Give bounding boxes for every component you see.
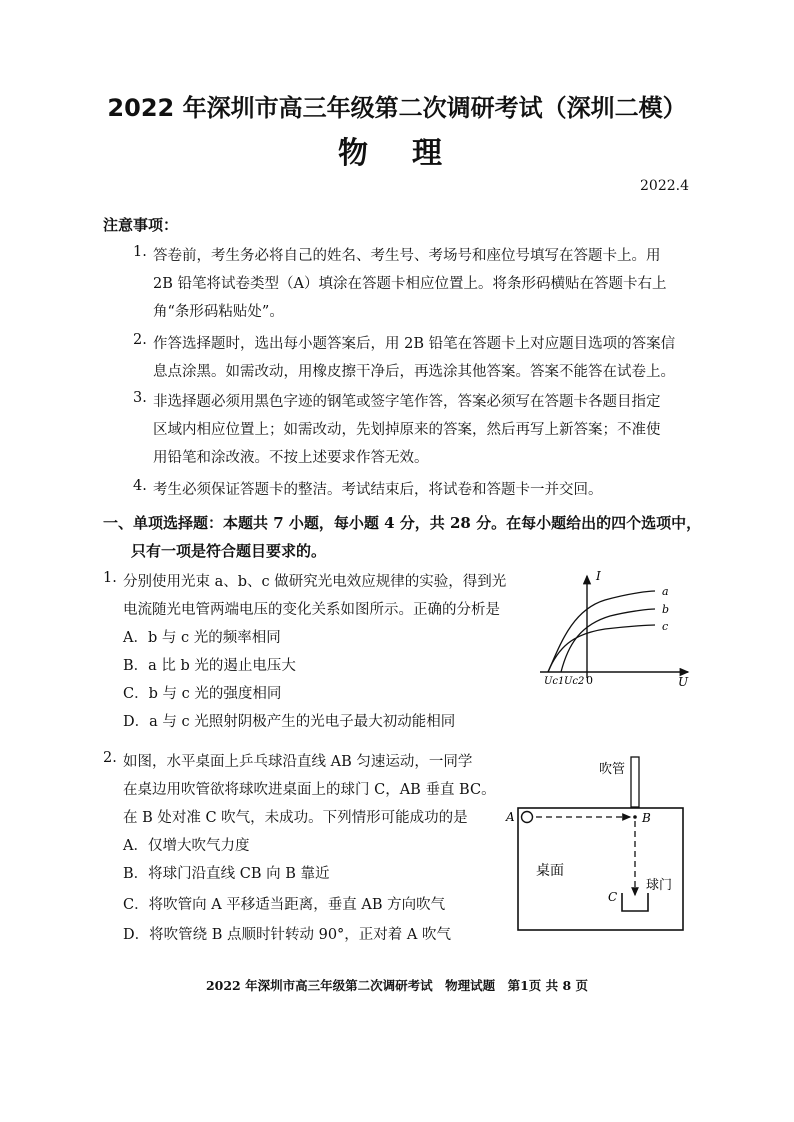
notice-item-line: 答卷前，考生务必将自己的姓名、考生号、考场号和座位号填写在答题卡上。用 (153, 248, 661, 264)
notice-heading: 注意事项： (103, 216, 179, 234)
question-stem: 在 B 处对准 C 吹气，未成功。下列情形可能成功的是 (123, 810, 468, 826)
subject-title: 物理 (338, 136, 486, 171)
goal-label: 球门 (646, 878, 673, 893)
uc1-label: Uc1 (544, 676, 565, 687)
origin-label: 0 (586, 674, 593, 687)
exam-date: 2022.4 (640, 178, 689, 194)
blow-tube (631, 757, 639, 807)
tube-label: 吹管 (599, 762, 626, 777)
question-stem: 电流随光电管两端电压的变化关系如图所示。正确的分析是 (123, 602, 500, 618)
uc2-label: Uc2 (564, 676, 585, 687)
notice-item-number: 2. (133, 332, 147, 348)
notice-item-line: 用铅笔和涂改液。不按上述要求作答无效。 (153, 450, 429, 466)
table-label: 桌面 (536, 863, 564, 879)
curve-b (561, 609, 655, 672)
curve-b-label: b (662, 603, 670, 616)
goal-c (622, 893, 648, 911)
option-a: A．仅增大吹气力度 (123, 838, 250, 854)
option-c: C．将吹管向 A 平移适当距离，垂直 AB 方向吹气 (123, 897, 446, 913)
notice-item-line: 考生必须保证答题卡的整洁。考试结束后，将试卷和答题卡一并交回。 (153, 482, 603, 498)
option-d: D．a 与 c 光照射阴极产生的光电子最大初动能相同 (123, 714, 456, 730)
curve-a-label: a (662, 585, 669, 598)
section-heading: 一、单项选择题：本题共 7 小题，每小题 4 分，共 28 分。在每小题给出的四个选项中， (103, 514, 702, 532)
notice-item-line: 非选择题必须用黑色字迹的钢笔或签字笔作答，答案必须写在答题卡各题目指定 (153, 394, 661, 410)
question-stem: 在桌边用吹管欲将球吹进桌面上的球门 C，AB 垂直 BC。 (123, 782, 496, 798)
option-b: B．将球门沿直线 CB 向 B 靠近 (123, 866, 330, 882)
curve-c (548, 625, 655, 672)
question-number: 1. (103, 570, 117, 586)
point-b-label: B (642, 811, 651, 825)
notice-item-line: 作答选择题时，选出每小题答案后，用 2B 铅笔在答题卡上对应题目选项的答案信 (153, 336, 676, 352)
option-d: D．将吹管绕 B 点顺时针转动 90°，正对着 A 吹气 (123, 927, 451, 943)
point-a-label: A (506, 810, 515, 824)
y-axis-label: I (596, 569, 601, 583)
notice-item-line: 息点涂黑。如需改动，用橡皮擦干净后，再选涂其他答案。答案不能答在试卷上。 (153, 364, 675, 380)
question-stem: 分别使用光束 a、b、c 做研究光电效应规律的实验，得到光 (123, 574, 507, 590)
question-stem: 如图，水平桌面上乒乓球沿直线 AB 匀速运动，一同学 (123, 754, 473, 770)
point-c-label: C (608, 890, 618, 904)
notice-item-line: 2B 铅笔将试卷类型（A）填涂在答题卡相应位置上。将条形码横贴在答题卡右上 (153, 276, 667, 292)
notice-item-line: 区域内相应位置上；如需改动，先划掉原来的答案，然后再写上新答案；不准使 (153, 422, 661, 438)
ping-pong-ball (522, 812, 533, 823)
page-footer: 2022 年深圳市高三年级第二次调研考试 物理试题 第1页 共 8 页 (205, 978, 589, 993)
point-b-dot (633, 815, 637, 819)
notice-item-number: 1. (133, 244, 147, 260)
photoelectric-graph (530, 560, 700, 690)
table-diagram (500, 755, 690, 935)
curve-c-label: c (662, 620, 669, 633)
x-axis-label: U (678, 675, 689, 689)
question-number: 2. (103, 750, 117, 766)
section-heading-cont: 只有一项是符合题目要求的。 (131, 542, 327, 560)
notice-item-number: 4. (133, 478, 147, 494)
option-b: B．a 比 b 光的遏止电压大 (123, 658, 296, 674)
notice-item-number: 3. (133, 390, 147, 406)
notice-item-line: 角“条形码粘贴处”。 (153, 304, 284, 320)
option-c: C．b 与 c 光的强度相同 (123, 686, 282, 702)
exam-title: 2022 年深圳市高三年级第二次调研考试（深圳二模） (107, 94, 687, 122)
option-a: A．b 与 c 光的频率相同 (123, 630, 281, 646)
